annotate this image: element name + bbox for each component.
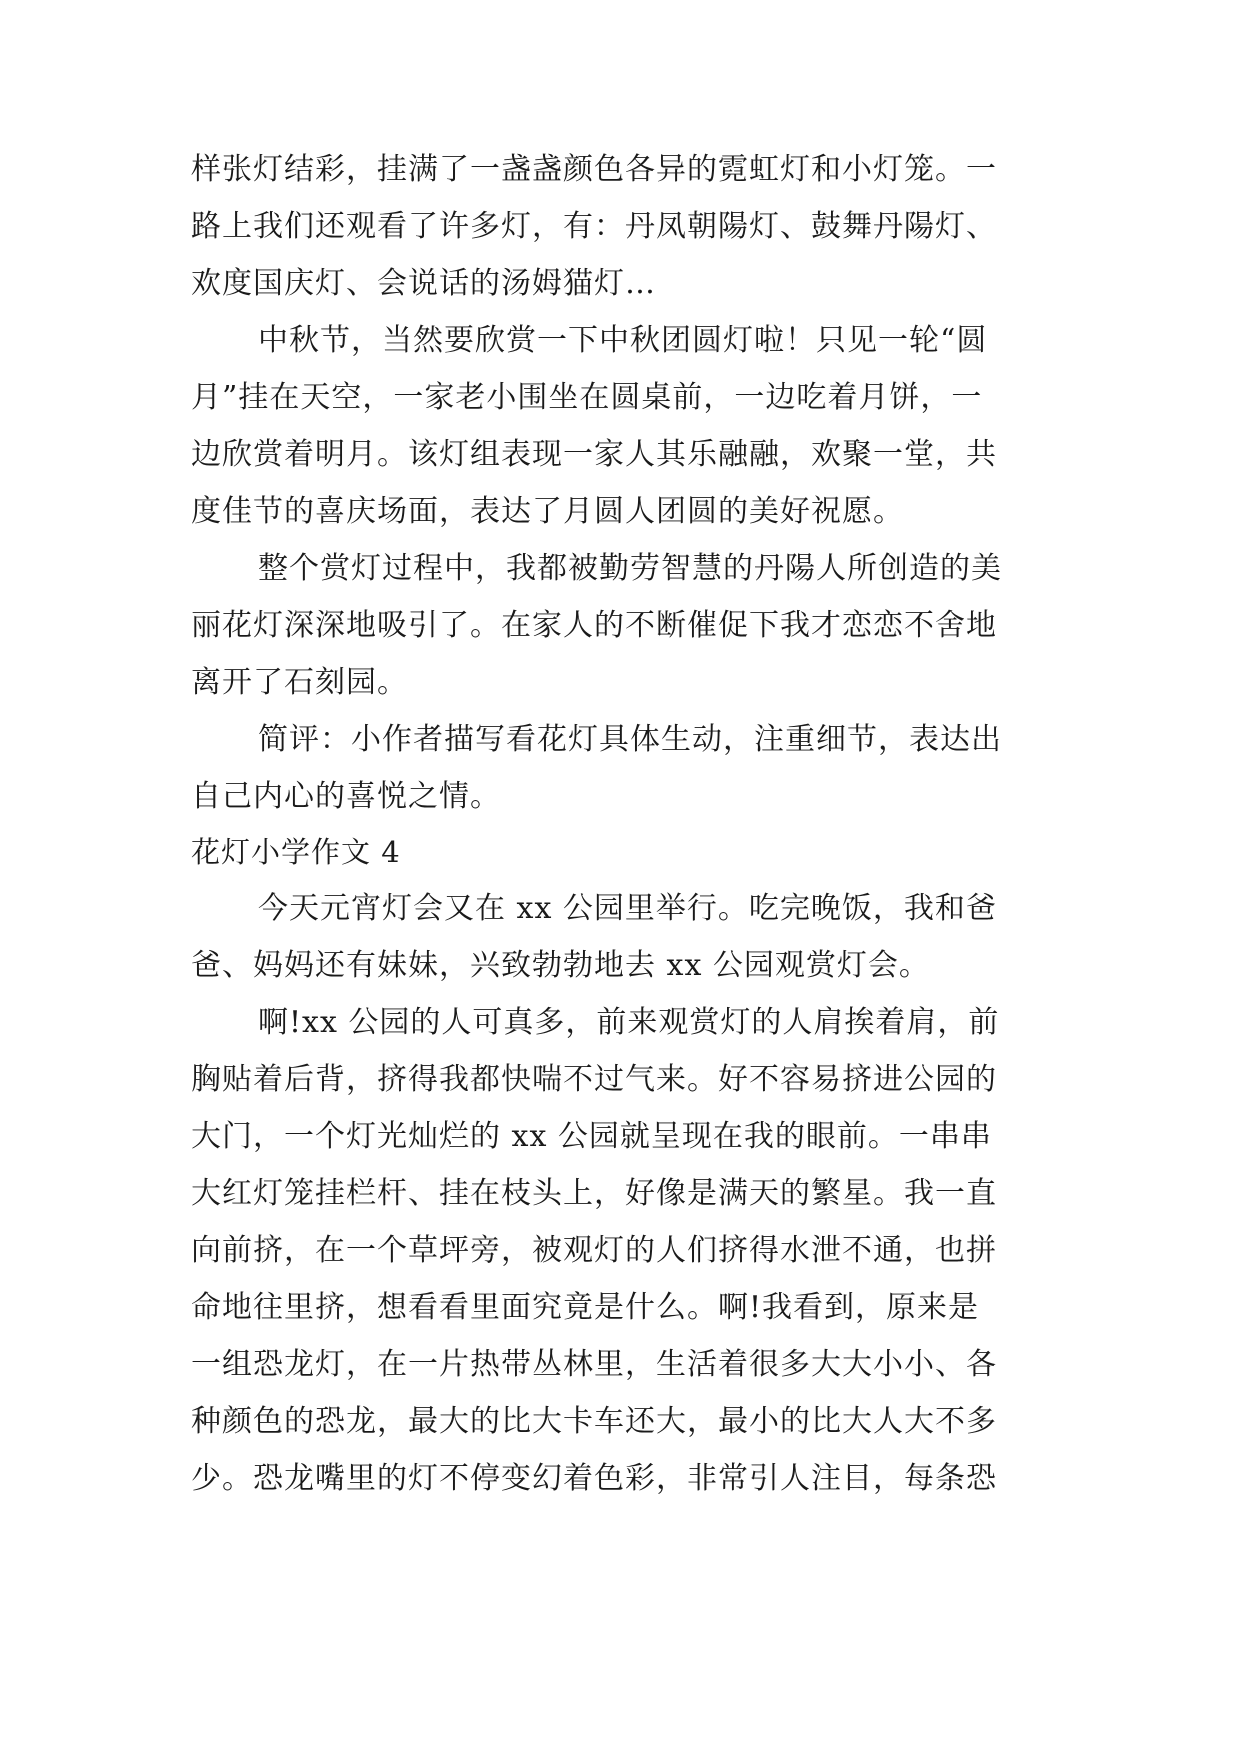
section-heading: 花灯小学作文 4 (191, 835, 401, 869)
text-line: 种颜色的恐龙，最大的比大卡车还大，最小的比大人大不多 (191, 1404, 997, 1439)
text-line: 样张灯结彩，挂满了一盏盏颜色各异的霓虹灯和小灯笼。一 (191, 152, 997, 187)
text-line: 月”挂在天空，一家老小围坐在圆桌前，一边吃着月饼，一 (191, 380, 983, 415)
text-line: 一组恐龙灯，在一片热带丛林里，生活着很多大大小小、各 (191, 1347, 997, 1382)
text-line: 大红灯笼挂栏杆、挂在枝头上，好像是满天的繁星。我一直 (191, 1176, 997, 1211)
text-line: 度佳节的喜庆场面，表达了月圆人团圆的美好祝愿。 (191, 494, 904, 529)
text-line: 向前挤，在一个草坪旁，被观灯的人们挤得水泄不通，也拼 (191, 1233, 997, 1268)
text-line: 自己内心的喜悦之情。 (191, 779, 501, 814)
paragraph-start-line: 今天元宵灯会又在 xx 公园里举行。吃完晚饭，我和爸 (258, 891, 997, 926)
paragraph-start-line: 整个赏灯过程中，我都被勤劳智慧的丹陽人所创造的美 (258, 551, 1002, 586)
text-line: 大门，一个灯光灿烂的 xx 公园就呈现在我的眼前。一串串 (191, 1119, 992, 1154)
paragraph-start-line: 中秋节，当然要欣赏一下中秋团圆灯啦！只见一轮“圆 (258, 323, 988, 358)
text-line: 爸、妈妈还有妹妹，兴致勃勃地去 xx 公园观赏灯会。 (191, 948, 930, 983)
paragraph-start-line: 简评：小作者描写看花灯具体生动，注重细节，表达出 (258, 722, 1002, 757)
paragraph-start-line: 啊!xx 公园的人可真多，前来观赏灯的人肩挨着肩，前 (258, 1005, 1000, 1040)
text-line: 欢度国庆灯、会说话的汤姆猫灯… (191, 266, 656, 301)
text-line: 少。恐龙嘴里的灯不停变幻着色彩，非常引人注目，每条恐 (191, 1461, 997, 1496)
text-line: 胸贴着后背，挤得我都快喘不过气来。好不容易挤进公园的 (191, 1062, 997, 1097)
text-line: 丽花灯深深地吸引了。在家人的不断催促下我才恋恋不舍地 (191, 608, 997, 643)
text-line: 边欣赏着明月。该灯组表现一家人其乐融融，欢聚一堂，共 (191, 437, 997, 472)
text-line: 路上我们还观看了许多灯，有：丹凤朝陽灯、鼓舞丹陽灯、 (191, 209, 997, 244)
text-line: 命地往里挤，想看看里面究竟是什么。啊!我看到，原来是 (191, 1290, 980, 1325)
text-line: 离开了石刻园。 (191, 665, 408, 700)
